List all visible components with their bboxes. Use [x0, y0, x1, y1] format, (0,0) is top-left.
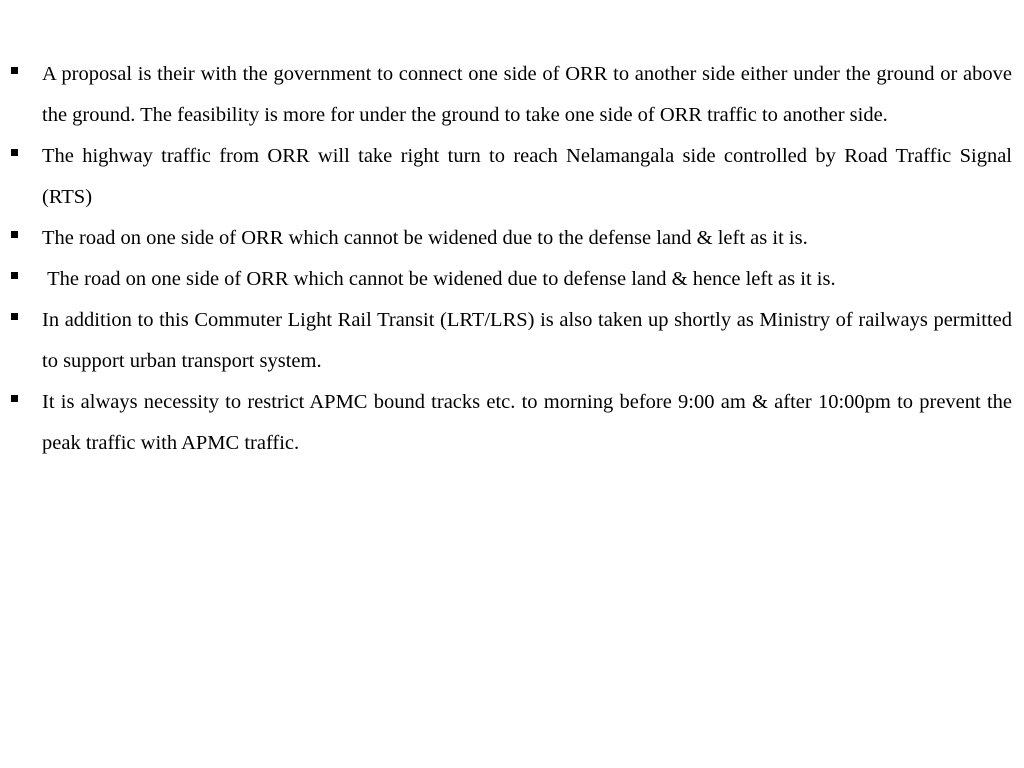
bullet-item [8, 136, 1018, 218]
bullet-text: The road on one side of ORR which cannot be widened due to defense land & hence left as it is. [42, 268, 836, 290]
bullet-item [8, 259, 1012, 300]
bullet-list [8, 54, 1018, 464]
square-bullet-icon [8, 218, 42, 259]
bullet-text: A proposal is their with the government to connect one side of ORR to another side either under the ground or above the ground. The feasibility is more for under the ground to take one side of ORR traffic to another side. [42, 63, 1018, 126]
square-bullet-icon [8, 300, 42, 341]
bullet-item [8, 300, 1018, 382]
bullet-item [8, 382, 1018, 464]
bullet-item [8, 218, 1012, 259]
square-bullet-icon [8, 382, 42, 423]
bullet-text: The highway traffic from ORR will take right turn to reach Nelamangala side controlled by Road Traffic Signal (RTS) [42, 145, 1018, 208]
square-bullet-icon [8, 136, 42, 177]
bullet-text: It is always necessity to restrict APMC bound tracks etc. to morning before 9:00 am & after 10:00pm to prevent the peak traffic with APMC traffic. [42, 391, 1018, 454]
bullet-text: In addition to this Commuter Light Rail Transit (LRT/LRS) is also taken up shortly as Ministry of railways permitted to support urban transport system. [42, 309, 1018, 372]
bullet-item [8, 54, 1018, 136]
bullet-text: The road on one side of ORR which cannot be widened due to the defense land & left as it is. [42, 227, 808, 249]
square-bullet-icon [8, 259, 42, 300]
square-bullet-icon [8, 54, 42, 95]
